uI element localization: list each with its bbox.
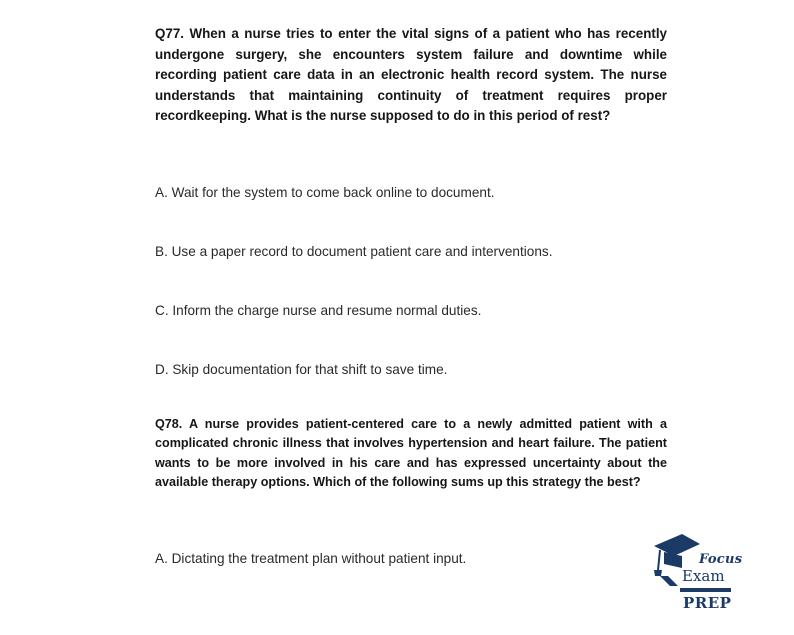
logo-word-exam: Exam bbox=[682, 567, 725, 585]
question-77-option-b: B. Use a paper record to document patient care and interventions. bbox=[155, 244, 553, 259]
focus-exam-prep-logo bbox=[652, 530, 743, 614]
logo-divider bbox=[680, 588, 731, 592]
question-78-option-a: A. Dictating the treatment plan without patient input. bbox=[155, 551, 467, 566]
logo-word-focus: Focus bbox=[699, 552, 743, 567]
question-77-option-c: C. Inform the charge nurse and resume normal duties. bbox=[155, 303, 482, 318]
question-78-text: Q78. A nurse provides patient-centered care to a newly admitted patient with a complicated chronic illness that involves hypertension and heart failure. The patient wants to be more involved in his care and has expressed uncertainty about the available therapy options. Which of the following sums up this strategy the best? bbox=[155, 417, 667, 490]
question-77-option-a: A. Wait for the system to come back online to document. bbox=[155, 185, 495, 200]
logo-word-prep: PREP bbox=[683, 594, 732, 612]
question-77-text: Q77. When a nurse tries to enter the vital signs of a patient who has recently undergone surgery, she encounters system failure and downtime while recording patient care data in an electronic health record system. The nurse understands that maintaining continuity of treatment requires proper recordkeeping. What is the nurse supposed to do in this period of rest? bbox=[155, 26, 667, 123]
question-77-option-d: D. Skip documentation for that shift to save time. bbox=[155, 362, 448, 377]
